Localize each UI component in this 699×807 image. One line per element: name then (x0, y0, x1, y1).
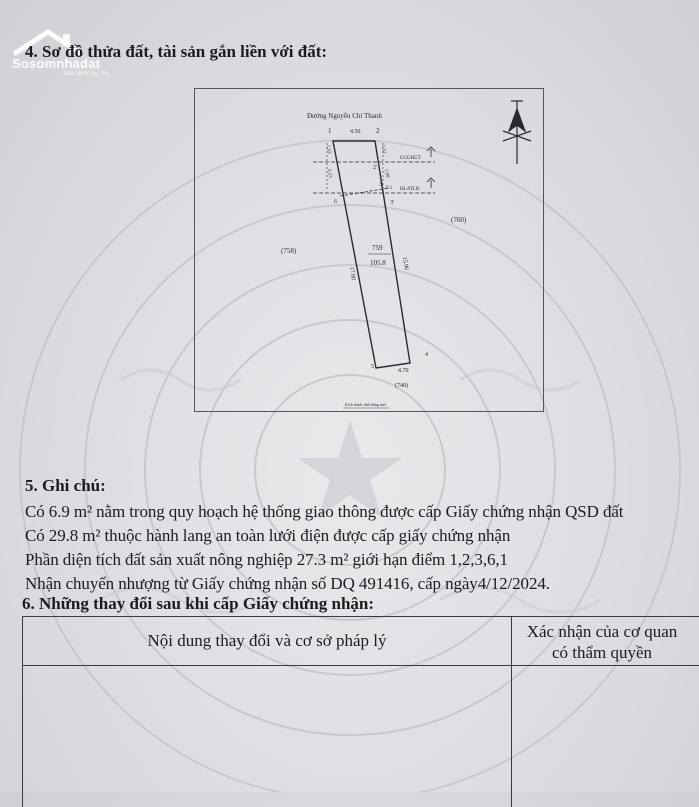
division-line (340, 188, 389, 196)
dim-right-c: 0.1 (386, 186, 393, 191)
power-line-label: HLATLĐ (400, 187, 420, 192)
dim-left-a: 1.53 (325, 144, 332, 154)
table-header-divider (23, 665, 699, 666)
neighbor-bottom: (748) (395, 383, 408, 389)
road-line-label: CGGHGT (400, 156, 421, 161)
note-line-2: Có 29.8 m² thuộc hành lang an toàn lưới điện được cấp giấy chứng nhận (25, 526, 511, 545)
column-header-changes: Nội dung thay đổi và cơ sở pháp lý (147, 631, 387, 650)
logo-name: Sosomnhadat (12, 56, 101, 71)
point-4-label: 4 (425, 352, 428, 358)
dim-right-a: 1.52 (380, 144, 387, 154)
section-6-title: 6. Những thay đổi sau khi cấp Giấy chứng nhận: (22, 594, 375, 613)
point-2p-label: 2' (373, 165, 378, 171)
north-arrow-icon (503, 101, 531, 164)
parcel-outline (333, 141, 410, 368)
note-line-3: Phần diện tích đất sản xuất nông nghiệp 27.3 m² giới hạn điểm 1,2,3,6,1 (25, 550, 508, 569)
section-4-title: 4. Sơ đồ thửa đất, tài sản gắn liền với đất: (25, 42, 328, 61)
dim-right-b: 1.99 (383, 168, 390, 178)
note-line-4: Nhận chuyển nhượng từ Giấy chứng nhận số DQ 491416, cấp ngày4/12/2024. (25, 574, 550, 593)
logo-tagline: Sàn BĐS Uy Tín (64, 71, 108, 77)
dim-right-long: 15.96 (401, 256, 409, 271)
point-1-label: 1 (328, 127, 332, 135)
point-3p-label: 3' (390, 200, 395, 206)
street-label: Đường Nguyễn Chí Thanh (307, 112, 382, 120)
section-5-title: 5. Ghi chú: (25, 476, 106, 495)
confirmation-header-line-2: có thẩm quyền (551, 643, 653, 662)
neighbor-left: (758) (281, 247, 297, 255)
dim-left-long: 17.80 (348, 266, 356, 281)
note-line-1: Có 6.9 m² nằm trong quy hoạch hệ thống giao thông được cấp Giấy chứng nhận QSD đất (25, 502, 624, 521)
point-2-label: 2 (376, 127, 380, 135)
column-header-confirmation (517, 621, 687, 663)
neighbor-right: (760) (451, 216, 467, 224)
parcel-area: 105.8 (370, 259, 386, 267)
point-6-label: 6 (334, 199, 337, 205)
dim-bottom: 4.70 (398, 368, 409, 374)
parcel-number: 759 (372, 244, 383, 252)
point-3-label: 3 (379, 182, 382, 188)
dim-left-b: 3.33 (326, 168, 333, 178)
scale-note: Kích thước tính bằng mét (345, 402, 386, 407)
confirmation-header-line-1: Xác nhận của cơ quan (526, 622, 678, 641)
changes-table (22, 616, 699, 807)
dim-top: 4.50 (350, 129, 361, 135)
table-column-divider (511, 617, 512, 807)
point-5-label: 5 (371, 364, 374, 370)
parcel-map (194, 88, 544, 412)
